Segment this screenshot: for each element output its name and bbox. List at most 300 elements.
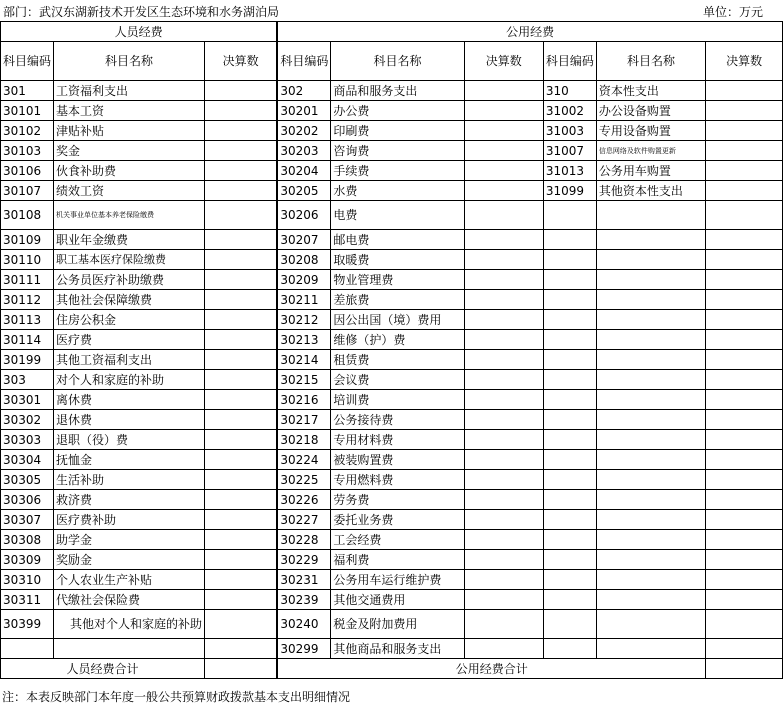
- table-row: [1, 510, 783, 530]
- capital-amount: [706, 290, 783, 310]
- personnel-name: 公务员医疗补助缴费: [54, 270, 205, 290]
- public-code: 30299: [277, 639, 331, 659]
- personnel-code: 30106: [1, 161, 54, 181]
- public-name: 咨询费: [331, 141, 464, 161]
- personnel-code: 30112: [1, 290, 54, 310]
- public-code: 30213: [277, 330, 331, 350]
- personnel-amount: [205, 101, 278, 121]
- capital-code: [543, 530, 596, 550]
- personnel-amount: [205, 201, 278, 230]
- capital-code: [543, 410, 596, 430]
- capital-code: [543, 510, 596, 530]
- capital-name: [596, 570, 705, 590]
- capital-amount: [706, 370, 783, 390]
- capital-amount: [706, 201, 783, 230]
- capital-amount: [706, 450, 783, 470]
- table-row: [1, 161, 783, 181]
- table-row: [1, 141, 783, 161]
- capital-code: [543, 490, 596, 510]
- capital-amount: [706, 101, 783, 121]
- personnel-amount: [205, 550, 278, 570]
- personnel-code: 30111: [1, 270, 54, 290]
- personnel-name: 医疗费: [54, 330, 205, 350]
- personnel-name: 绩效工资: [54, 181, 205, 201]
- public-name: 取暖费: [331, 250, 464, 270]
- public-code: 30214: [277, 350, 331, 370]
- personnel-amount: [205, 310, 278, 330]
- personnel-code: 30306: [1, 490, 54, 510]
- personnel-name: 助学金: [54, 530, 205, 550]
- public-name: 商品和服务支出: [331, 81, 464, 101]
- public-amount: [464, 330, 543, 350]
- table-row: [1, 101, 783, 121]
- capital-name: 专用设备购置: [596, 121, 705, 141]
- footnote: 注：本表反映部门本年度一般公共预算财政拨款基本支出明细情况: [2, 690, 351, 704]
- table-row: [1, 250, 783, 270]
- unit-label: 单位：万元: [702, 5, 763, 19]
- table-row: [1, 81, 783, 101]
- public-code: 30209: [277, 270, 331, 290]
- capital-name: [596, 330, 705, 350]
- capital-name: 办公设备购置: [596, 101, 705, 121]
- public-code: 30217: [277, 410, 331, 430]
- personnel-code: 30114: [1, 330, 54, 350]
- table-row: [1, 310, 783, 330]
- personnel-total-amount: [205, 659, 278, 679]
- personnel-name: 津贴补贴: [54, 121, 205, 141]
- capital-code: [543, 590, 596, 610]
- capital-code: 31013: [543, 161, 596, 181]
- personnel-name: 其他工资福利支出: [54, 350, 205, 370]
- public-name: 专用燃料费: [331, 470, 464, 490]
- personnel-amount: [205, 370, 278, 390]
- public-amount: [464, 510, 543, 530]
- personnel-total-label: 人员经费合计: [1, 659, 205, 679]
- public-code: 30207: [277, 230, 331, 250]
- personnel-name: 伙食补助费: [54, 161, 205, 181]
- capital-name: [596, 310, 705, 330]
- capital-code: [543, 201, 596, 230]
- public-amount: [464, 390, 543, 410]
- public-amount: [464, 181, 543, 201]
- table-row: [1, 590, 783, 610]
- column-header-row: [1, 42, 783, 81]
- personnel-code: 30301: [1, 390, 54, 410]
- capital-amount: [706, 141, 783, 161]
- personnel-name: 离休费: [54, 390, 205, 410]
- table-row: [1, 410, 783, 430]
- public-code: 30218: [277, 430, 331, 450]
- public-name: 被装购置费: [331, 450, 464, 470]
- personnel-amount: [205, 570, 278, 590]
- personnel-code: 30102: [1, 121, 54, 141]
- personnel-code: 30101: [1, 101, 54, 121]
- public-name: 工会经费: [331, 530, 464, 550]
- capital-amount: [706, 350, 783, 370]
- personnel-code: 30308: [1, 530, 54, 550]
- personnel-name: 生活补助: [54, 470, 205, 490]
- capital-amount: [706, 410, 783, 430]
- personnel-code: 30303: [1, 430, 54, 450]
- public-code: 30203: [277, 141, 331, 161]
- capital-amount: [706, 550, 783, 570]
- capital-amount: [706, 610, 783, 639]
- table-row: [1, 181, 783, 201]
- capital-amount: [706, 470, 783, 490]
- capital-amount: [706, 430, 783, 450]
- public-amount: [464, 639, 543, 659]
- public-amount: [464, 81, 543, 101]
- capital-amount: [706, 330, 783, 350]
- totals-row: [1, 659, 783, 679]
- personnel-code: [1, 639, 54, 659]
- capital-amount: [706, 250, 783, 270]
- capital-name: [596, 201, 705, 230]
- public-name: 其他商品和服务支出: [331, 639, 464, 659]
- public-name: 公务接待费: [331, 410, 464, 430]
- capital-amount: [706, 590, 783, 610]
- personnel-amount: [205, 161, 278, 181]
- personnel-name: 对个人和家庭的补助: [54, 370, 205, 390]
- table-row: [1, 450, 783, 470]
- personnel-amount: [205, 450, 278, 470]
- public-code: 30225: [277, 470, 331, 490]
- capital-code: [543, 330, 596, 350]
- public-code: 30215: [277, 370, 331, 390]
- personnel-code: 30309: [1, 550, 54, 570]
- capital-name: [596, 290, 705, 310]
- personnel-name: 退职（役）费: [54, 430, 205, 450]
- table-row: [1, 270, 783, 290]
- personnel-amount: [205, 81, 278, 101]
- public-amount: [464, 270, 543, 290]
- public-amount: [464, 121, 543, 141]
- public-amount: [464, 250, 543, 270]
- public-amount: [464, 410, 543, 430]
- amount-column-header: 决算数: [205, 42, 278, 81]
- public-name: 物业管理费: [331, 270, 464, 290]
- capital-code: [543, 430, 596, 450]
- public-name: 委托业务费: [331, 510, 464, 530]
- name-column-header: 科目名称: [331, 42, 464, 81]
- capital-code: [543, 550, 596, 570]
- capital-amount: [706, 639, 783, 659]
- expenditure-table: [0, 21, 783, 679]
- public-code: 30224: [277, 450, 331, 470]
- public-amount: [464, 610, 543, 639]
- personnel-code: 30107: [1, 181, 54, 201]
- table-row: [1, 430, 783, 450]
- capital-name: [596, 430, 705, 450]
- public-name: 办公费: [331, 101, 464, 121]
- capital-code: [543, 230, 596, 250]
- public-name: 差旅费: [331, 290, 464, 310]
- table-row: [1, 121, 783, 141]
- capital-name: [596, 590, 705, 610]
- capital-amount: [706, 570, 783, 590]
- table-row: [1, 639, 783, 659]
- capital-amount: [706, 270, 783, 290]
- capital-name: [596, 230, 705, 250]
- capital-name: 其他资本性支出: [596, 181, 705, 201]
- personnel-name: 奖金: [54, 141, 205, 161]
- public-code: 30227: [277, 510, 331, 530]
- public-amount: [464, 490, 543, 510]
- personnel-name: 奖励金: [54, 550, 205, 570]
- public-code: 30206: [277, 201, 331, 230]
- table-row: [1, 201, 783, 230]
- capital-name: [596, 610, 705, 639]
- public-code: 30208: [277, 250, 331, 270]
- capital-amount: [706, 310, 783, 330]
- capital-code: [543, 290, 596, 310]
- personnel-amount: [205, 490, 278, 510]
- public-code: 302: [277, 81, 331, 101]
- personnel-amount: [205, 230, 278, 250]
- capital-name: [596, 370, 705, 390]
- personnel-amount: [205, 510, 278, 530]
- capital-amount: [706, 390, 783, 410]
- amount-column-header: 决算数: [706, 42, 783, 81]
- personnel-name: 工资福利支出: [54, 81, 205, 101]
- capital-code: [543, 570, 596, 590]
- public-name: 培训费: [331, 390, 464, 410]
- public-name: 劳务费: [331, 490, 464, 510]
- public-amount: [464, 290, 543, 310]
- personnel-name: [54, 639, 205, 659]
- personnel-code: 30399: [1, 610, 54, 639]
- name-column-header: 科目名称: [54, 42, 205, 81]
- public-code: 30204: [277, 161, 331, 181]
- personnel-code: 30109: [1, 230, 54, 250]
- capital-amount: [706, 181, 783, 201]
- table-row: [1, 550, 783, 570]
- capital-amount: [706, 81, 783, 101]
- public-amount: [464, 450, 543, 470]
- public-code: 30226: [277, 490, 331, 510]
- personnel-code: 30311: [1, 590, 54, 610]
- capital-code: [543, 270, 596, 290]
- table-row: [1, 330, 783, 350]
- personnel-amount: [205, 141, 278, 161]
- capital-code: [543, 470, 596, 490]
- public-amount: [464, 101, 543, 121]
- personnel-amount: [205, 639, 278, 659]
- capital-name: [596, 350, 705, 370]
- capital-code: 31002: [543, 101, 596, 121]
- public-amount: [464, 141, 543, 161]
- personnel-name: 个人农业生产补贴: [54, 570, 205, 590]
- capital-name: [596, 270, 705, 290]
- capital-name: 信息网络及软件购置更新: [596, 141, 705, 161]
- table-row: [1, 610, 783, 639]
- public-name: 维修（护）费: [331, 330, 464, 350]
- public-code: 30239: [277, 590, 331, 610]
- table-row: [1, 470, 783, 490]
- capital-code: 310: [543, 81, 596, 101]
- personnel-amount: [205, 410, 278, 430]
- personnel-amount: [205, 430, 278, 450]
- capital-code: [543, 639, 596, 659]
- personnel-code: 30304: [1, 450, 54, 470]
- personnel-amount: [205, 610, 278, 639]
- personnel-code: 301: [1, 81, 54, 101]
- public-name: 手续费: [331, 161, 464, 181]
- capital-name: 资本性支出: [596, 81, 705, 101]
- personnel-name: 职业年金缴费: [54, 230, 205, 250]
- personnel-name: 退休费: [54, 410, 205, 430]
- public-name: 电费: [331, 201, 464, 230]
- capital-code: [543, 370, 596, 390]
- personnel-name: 医疗费补助: [54, 510, 205, 530]
- capital-name: [596, 550, 705, 570]
- code-column-header: 科目编码: [1, 42, 54, 81]
- capital-code: [543, 450, 596, 470]
- personnel-code: 30307: [1, 510, 54, 530]
- public-amount: [464, 550, 543, 570]
- personnel-section-header: 人员经费: [1, 22, 278, 42]
- public-amount: [464, 530, 543, 550]
- public-code: 30216: [277, 390, 331, 410]
- capital-name: [596, 410, 705, 430]
- table-row: [1, 290, 783, 310]
- public-code: 30229: [277, 550, 331, 570]
- capital-amount: [706, 230, 783, 250]
- personnel-name: 住房公积金: [54, 310, 205, 330]
- public-name: 税金及附加费用: [331, 610, 464, 639]
- personnel-name: 代缴社会保险费: [54, 590, 205, 610]
- capital-name: 公务用车购置: [596, 161, 705, 181]
- capital-code: [543, 390, 596, 410]
- table-row: [1, 350, 783, 370]
- name-column-header: 科目名称: [596, 42, 705, 81]
- personnel-name: 抚恤金: [54, 450, 205, 470]
- capital-amount: [706, 510, 783, 530]
- personnel-amount: [205, 270, 278, 290]
- public-name: 水费: [331, 181, 464, 201]
- personnel-amount: [205, 590, 278, 610]
- capital-code: [543, 610, 596, 639]
- capital-name: [596, 490, 705, 510]
- capital-name: [596, 450, 705, 470]
- capital-name: [596, 530, 705, 550]
- public-amount: [464, 230, 543, 250]
- public-name: 邮电费: [331, 230, 464, 250]
- public-code: 30205: [277, 181, 331, 201]
- table-row: [1, 490, 783, 510]
- personnel-name: 职工基本医疗保险缴费: [54, 250, 205, 270]
- table-row: [1, 370, 783, 390]
- public-name: 租赁费: [331, 350, 464, 370]
- public-code: 30231: [277, 570, 331, 590]
- public-amount: [464, 370, 543, 390]
- public-amount: [464, 470, 543, 490]
- public-total-amount: [706, 659, 783, 679]
- capital-name: [596, 470, 705, 490]
- public-amount: [464, 310, 543, 330]
- public-amount: [464, 350, 543, 370]
- capital-code: [543, 310, 596, 330]
- personnel-amount: [205, 250, 278, 270]
- capital-name: [596, 390, 705, 410]
- personnel-code: 30103: [1, 141, 54, 161]
- public-name: 会议费: [331, 370, 464, 390]
- capital-amount: [706, 490, 783, 510]
- table-row: [1, 570, 783, 590]
- public-amount: [464, 201, 543, 230]
- department-label: 部门：武汉东湖新技术开发区生态环境和水务湖泊局: [3, 5, 280, 19]
- public-name: 其他交通费用: [331, 590, 464, 610]
- public-code: 30201: [277, 101, 331, 121]
- personnel-amount: [205, 470, 278, 490]
- personnel-name: 救济费: [54, 490, 205, 510]
- public-name: 印刷费: [331, 121, 464, 141]
- personnel-name: 其他对个人和家庭的补助: [54, 610, 205, 639]
- personnel-amount: [205, 330, 278, 350]
- public-amount: [464, 570, 543, 590]
- personnel-code: 303: [1, 370, 54, 390]
- personnel-amount: [205, 290, 278, 310]
- public-name: 因公出国（境）费用: [331, 310, 464, 330]
- report-header: [0, 0, 783, 20]
- public-section-header: 公用经费: [277, 22, 782, 42]
- capital-name: [596, 250, 705, 270]
- public-code: 30228: [277, 530, 331, 550]
- table-row: [1, 230, 783, 250]
- capital-code: [543, 250, 596, 270]
- code-column-header: 科目编码: [543, 42, 596, 81]
- capital-code: 31003: [543, 121, 596, 141]
- public-code: 30211: [277, 290, 331, 310]
- personnel-amount: [205, 121, 278, 141]
- public-code: 30212: [277, 310, 331, 330]
- personnel-amount: [205, 350, 278, 370]
- public-amount: [464, 430, 543, 450]
- table-row: [1, 530, 783, 550]
- personnel-name: 基本工资: [54, 101, 205, 121]
- capital-amount: [706, 530, 783, 550]
- capital-code: 31007: [543, 141, 596, 161]
- public-total-label: 公用经费合计: [277, 659, 705, 679]
- capital-code: [543, 350, 596, 370]
- capital-amount: [706, 121, 783, 141]
- table-row: [1, 390, 783, 410]
- capital-amount: [706, 161, 783, 181]
- personnel-code: 30108: [1, 201, 54, 230]
- amount-column-header: 决算数: [464, 42, 543, 81]
- personnel-code: 30305: [1, 470, 54, 490]
- personnel-name: 其他社会保障缴费: [54, 290, 205, 310]
- personnel-code: 30302: [1, 410, 54, 430]
- capital-name: [596, 639, 705, 659]
- personnel-code: 30113: [1, 310, 54, 330]
- personnel-code: 30199: [1, 350, 54, 370]
- code-column-header: 科目编码: [277, 42, 331, 81]
- public-code: 30202: [277, 121, 331, 141]
- personnel-name: 机关事业单位基本养老保险缴费: [54, 201, 205, 230]
- capital-name: [596, 510, 705, 530]
- personnel-amount: [205, 181, 278, 201]
- public-amount: [464, 590, 543, 610]
- public-code: 30240: [277, 610, 331, 639]
- section-header-row: [1, 22, 783, 42]
- public-name: 公务用车运行维护费: [331, 570, 464, 590]
- personnel-amount: [205, 530, 278, 550]
- capital-code: 31099: [543, 181, 596, 201]
- personnel-code: 30110: [1, 250, 54, 270]
- personnel-amount: [205, 390, 278, 410]
- public-amount: [464, 161, 543, 181]
